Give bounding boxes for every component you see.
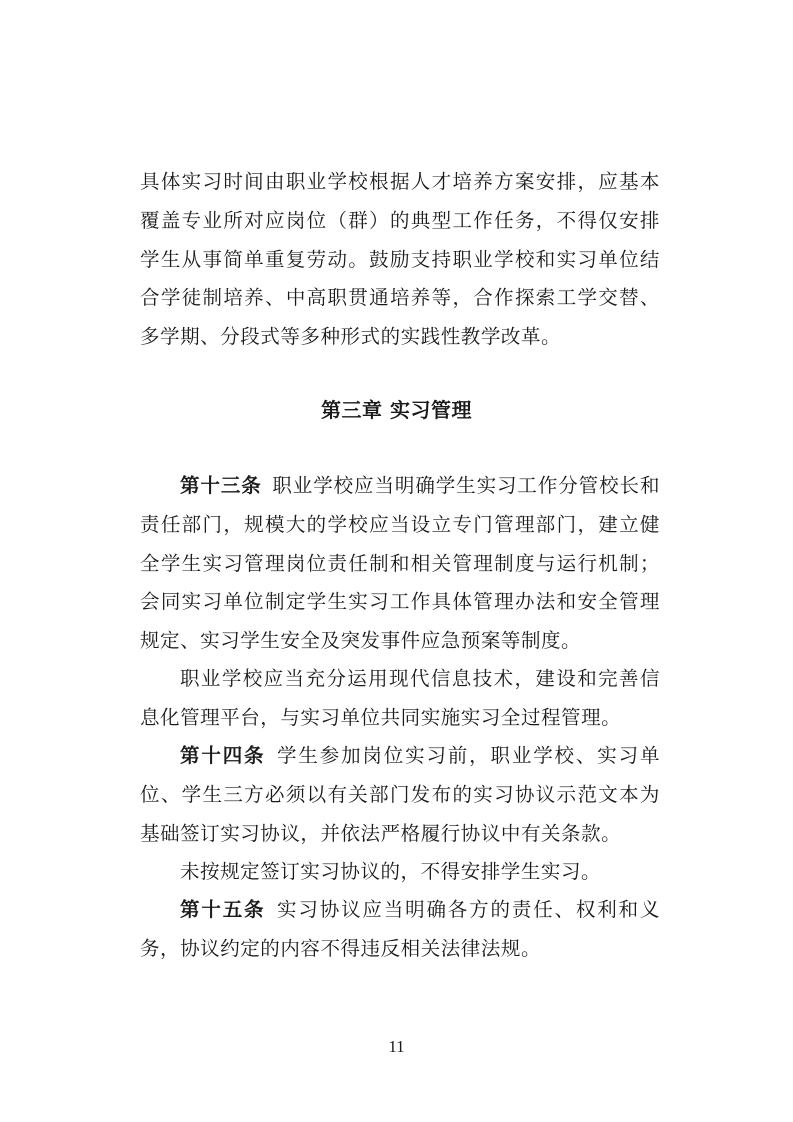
article-13-text: 职业学校应当明确学生实习工作分管校长和责任部门，规模大的学校应当设立专门管理部门，建立健全学生实习管理岗位责任制和相关管理制度与运行机制；会同实习单位制定学生实习工作具体管理办法和安全管理规定、实习学生安全及突发事件应急预案等制度。 xyxy=(140,474,660,653)
article-14-paragraph-2: 未按规定签订实习协议的，不得安排学生实习。 xyxy=(180,860,602,883)
article-15-paragraph xyxy=(140,891,660,969)
article-13-paragraph-2: 职业学校应当充分运用现代信息技术，建设和完善信息化管理平台，与实习单位共同实施实习全过程管理。 xyxy=(140,667,660,729)
article-14-paragraph xyxy=(140,737,660,853)
article-13-number: 第十三条 xyxy=(180,474,262,497)
chapter-title: 第三章 实习管理 xyxy=(321,398,472,422)
page-number: 11 xyxy=(388,1037,405,1056)
article-15-text: 实习协议应当明确各方的责任、权利和义务，协议约定的内容不得违反相关法律法规。 xyxy=(140,898,661,960)
intro-paragraph: 具体实习时间由职业学校根据人才培养方案安排，应基本覆盖专业所对应岗位（群）的典型工作任务，不得仅安排学生从事简单重复劳动。鼓励支持职业学校和实习单位结合学徒制培养、中高职贯通培养等，合作探索工学交替、多学期、分段式等多种形式的实践性教学改革。 xyxy=(140,170,660,349)
article-14-text: 学生参加岗位实习前，职业学校、实习单位、学生三方必须以有关部门发布的实习协议示范文本为基础签订实习协议，并依法严格履行协议中有关条款。 xyxy=(140,744,661,845)
article-14-number: 第十四条 xyxy=(180,744,266,767)
article-13-paragraph xyxy=(140,467,660,661)
article-15-number: 第十五条 xyxy=(180,898,266,921)
